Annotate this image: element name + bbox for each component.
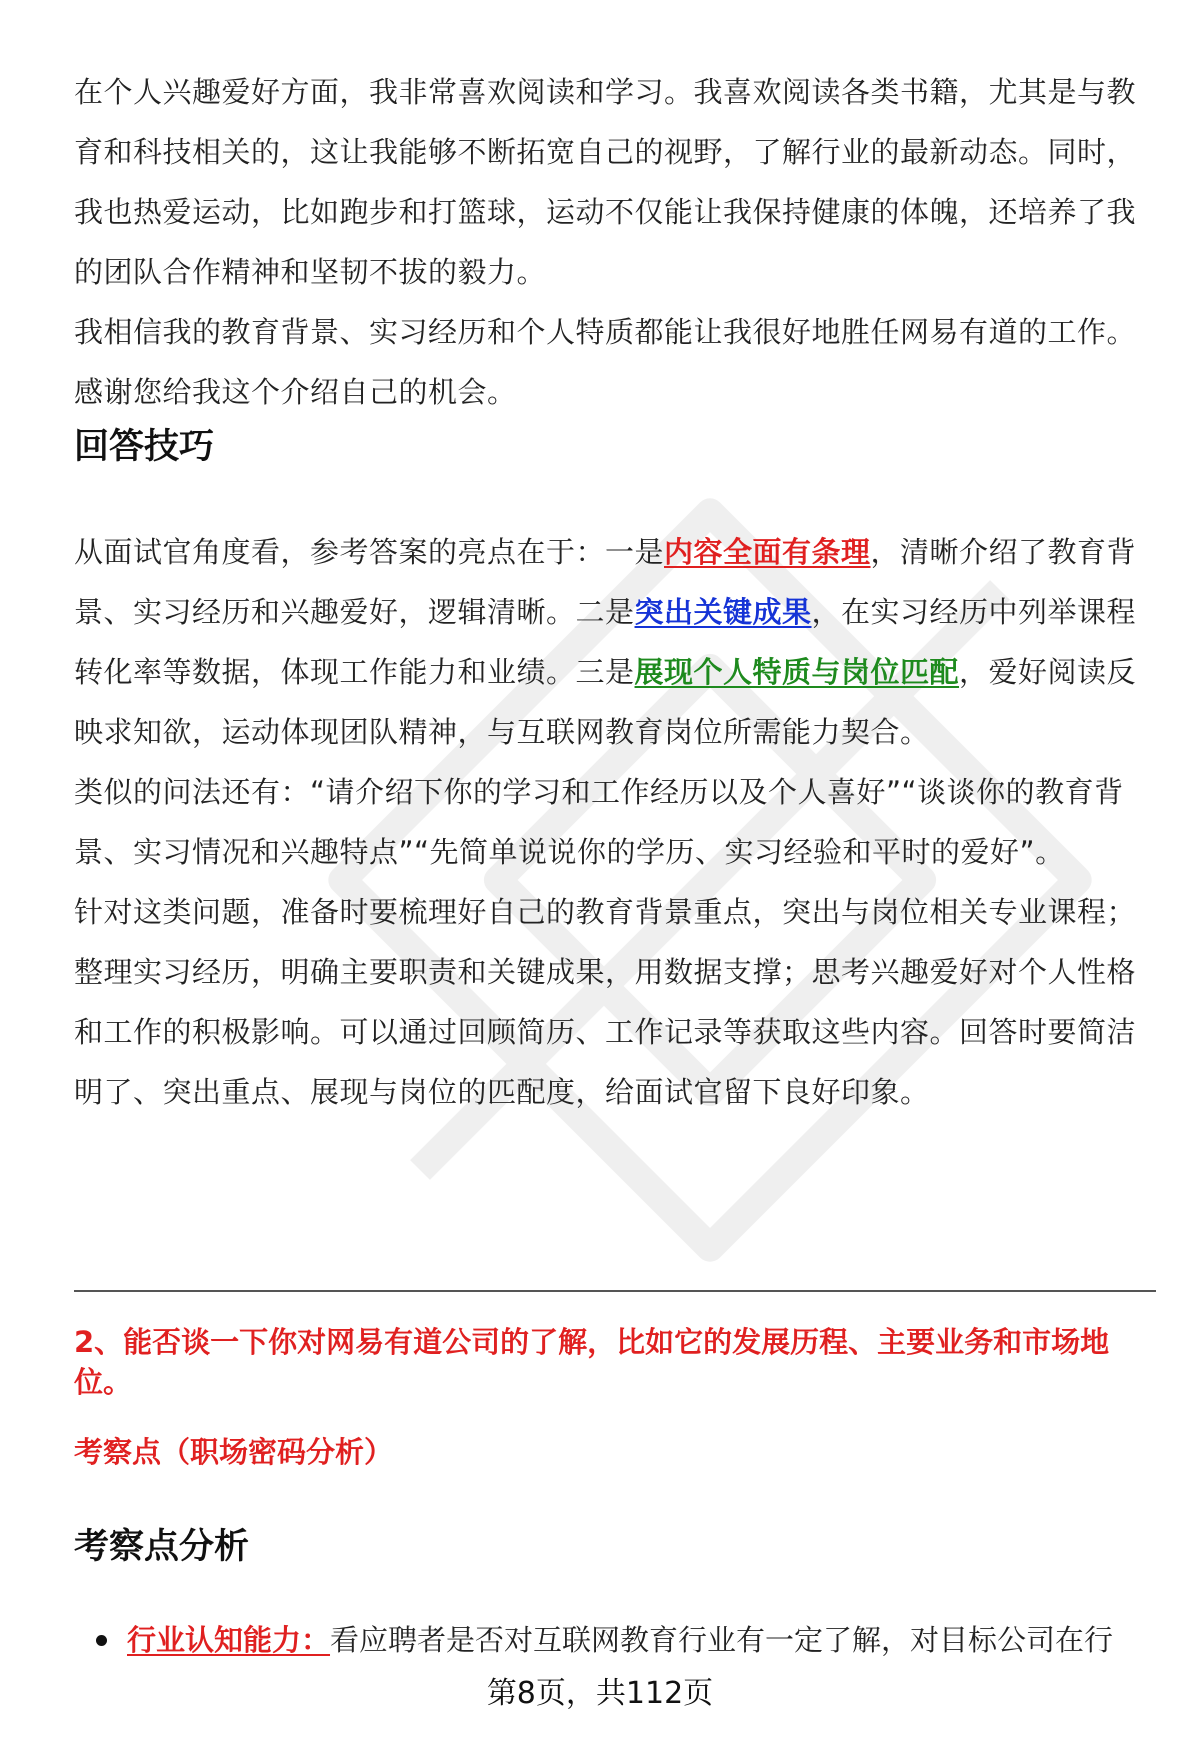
tips-text-4: ，爱好阅读反映求知欲，运动体现团队精神，与互联网教育岗位所需能力契合。 (74, 655, 1137, 749)
highlight-comprehensive: 内容全面有条理 (664, 535, 871, 569)
tips-paragraph-3: 针对这类问题，准备时要梳理好自己的教育背景重点，突出与岗位相关专业课程；整理实习经历，明确主要职责和关键成果，用数据支撑；思考兴趣爱好对个人性格和工作的积极影响。可以通过回顾简历、工作记录等获取这些内容。回答时要简洁明了、突出重点、展现与岗位的匹配度，给面试官留下良好印象。 (74, 895, 1137, 1109)
tips-text-2: ，清晰介绍了教育背景、实习经历和兴趣爱好，逻辑清晰。二是 (74, 535, 1137, 629)
highlight-key-results: 突出关键成果 (634, 595, 812, 629)
tips-paragraph-1 (74, 522, 1154, 762)
closing-paragraph: 我相信我的教育背景、实习经历和个人特质都能让我很好地胜任网易有道的工作。感谢您给我这个介绍自己的机会。 (74, 315, 1137, 409)
list-item (96, 1618, 1156, 1662)
bullet-icon (96, 1635, 107, 1646)
tips-text-3: ，在实习经历中列举课程转化率等数据，体现工作能力和业绩。三是 (74, 595, 1137, 689)
exam-point-label: 考察点（职场密码分析） (74, 1435, 394, 1469)
question-2-title: 2、能否谈一下你对网易有道公司的了解，比如它的发展历程、主要业务和市场地位。 (74, 1325, 1110, 1399)
bullet-text: 看应聘者是否对互联网教育行业有一定了解，对目标公司在行 (330, 1623, 1114, 1657)
highlight-traits-match: 展现个人特质与岗位匹配 (634, 655, 960, 689)
tips-paragraph-2: 类似的问法还有：“请介绍下你的学习和工作经历以及个人喜好”“谈谈你的教育背景、实习情况和兴趣特点”“先简单说说你的学历、实习经验和平时的爱好”。 (74, 775, 1124, 869)
bullet-label-industry: 行业认知能力： (127, 1623, 331, 1657)
analysis-heading: 考察点分析 (74, 1527, 250, 1567)
answer-tips-heading: 回答技巧 (74, 427, 215, 467)
page-number: 第8页，共112页 (486, 1676, 714, 1711)
main-content (74, 62, 1154, 1122)
tips-text-1: 从面试官角度看，参考答案的亮点在于：一是 (74, 535, 665, 569)
section-divider (74, 1290, 1156, 1292)
hobby-paragraph: 在个人兴趣爱好方面，我非常喜欢阅读和学习。我喜欢阅读各类书籍，尤其是与教育和科技相关的，这让我能够不断拓宽自己的视野，了解行业的最新动态。同时，我也热爱运动，比如跑步和打篮球，运动不仅能让我保持健康的体魄，还培养了我的团队合作精神和坚韧不拔的毅力。 (74, 75, 1137, 289)
